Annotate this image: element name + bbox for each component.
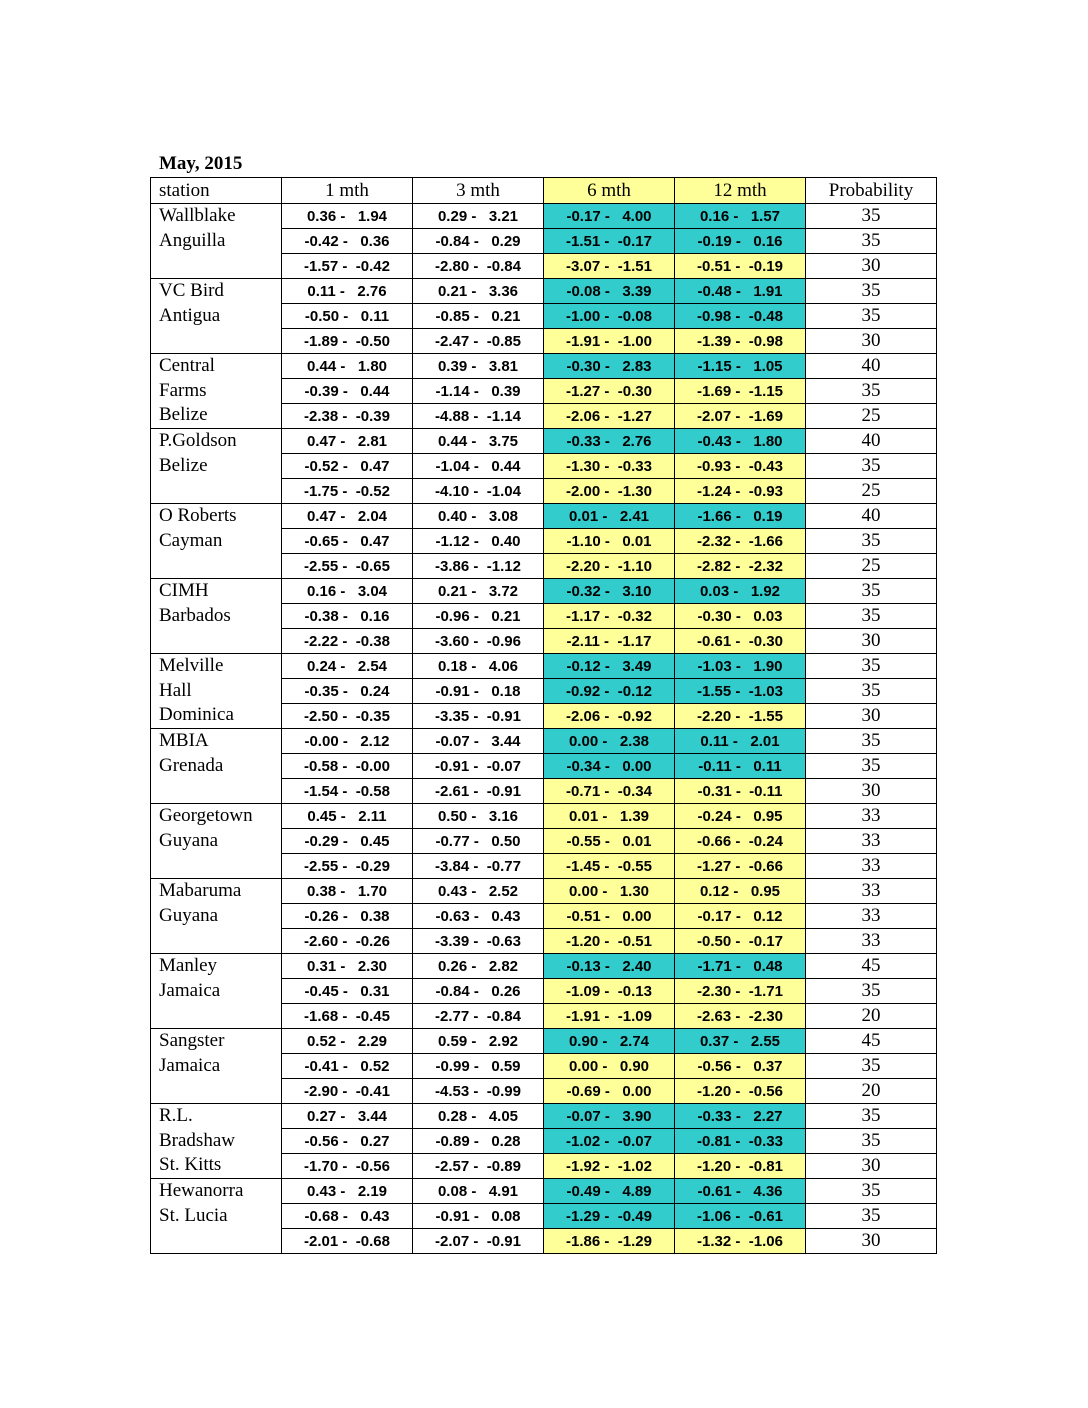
station-name-line: Sangster (159, 1030, 225, 1051)
range-12-month-cell: 0.11 - 2.01 (675, 729, 806, 754)
range-1-month-cell: -0.58 - -0.00 (282, 754, 413, 779)
station-name-line: Grenada (159, 754, 224, 776)
range-6-month-cell: -0.33 - 2.76 (544, 429, 675, 454)
range-6-month-cell: 0.01 - 2.41 (544, 504, 675, 529)
range-6-month-cell: -0.69 - 0.00 (544, 1079, 675, 1104)
range-6-month-cell: -1.20 - -0.51 (544, 929, 675, 954)
range-3-month-cell: -1.14 - 0.39 (413, 379, 544, 404)
range-12-month-cell: -0.61 - 4.36 (675, 1179, 806, 1204)
range-1-month-cell: -0.56 - 0.27 (282, 1129, 413, 1154)
station-name-line: Mabaruma (159, 880, 242, 901)
range-3-month-cell: -2.80 - -0.84 (413, 254, 544, 279)
range-1-month-cell: -1.68 - -0.45 (282, 1004, 413, 1029)
station-name-cell (151, 579, 282, 654)
probability-cell: 35 (806, 579, 937, 604)
station-name-line: Cayman (159, 529, 223, 551)
range-6-month-cell: -1.91 - -1.09 (544, 1004, 675, 1029)
range-3-month-cell: 0.18 - 4.06 (413, 654, 544, 679)
range-6-month-cell: -1.91 - -1.00 (544, 329, 675, 354)
range-3-month-cell: -0.84 - 0.26 (413, 979, 544, 1004)
range-1-month-cell: -2.55 - -0.65 (282, 554, 413, 579)
station-name-line: MBIA (159, 730, 209, 751)
range-3-month-cell: -0.89 - 0.28 (413, 1129, 544, 1154)
range-3-month-cell: -4.53 - -0.99 (413, 1079, 544, 1104)
range-3-month-cell: -0.63 - 0.43 (413, 904, 544, 929)
table-row (151, 504, 937, 529)
table-row (151, 354, 937, 379)
range-3-month-cell: -3.84 - -0.77 (413, 854, 544, 879)
station-name-cell (151, 879, 282, 954)
range-6-month-cell: -1.51 - -0.17 (544, 229, 675, 254)
range-6-month-cell: -0.32 - 3.10 (544, 579, 675, 604)
header-station: station (151, 178, 282, 204)
probability-cell: 33 (806, 904, 937, 929)
range-1-month-cell: -0.39 - 0.44 (282, 379, 413, 404)
document-title: May, 2015 (159, 153, 243, 174)
station-name-line: Guyana (159, 829, 219, 851)
probability-cell: 33 (806, 829, 937, 854)
range-6-month-cell: 0.00 - 2.38 (544, 729, 675, 754)
range-12-month-cell: -1.55 - -1.03 (675, 679, 806, 704)
range-1-month-cell: 0.16 - 3.04 (282, 579, 413, 604)
range-1-month-cell: -2.22 - -0.38 (282, 629, 413, 654)
probability-cell: 40 (806, 504, 937, 529)
range-3-month-cell: -0.77 - 0.50 (413, 829, 544, 854)
station-name-line: Guyana (159, 904, 219, 926)
range-12-month-cell: -0.61 - -0.30 (675, 629, 806, 654)
range-6-month-cell: 0.00 - 0.90 (544, 1054, 675, 1079)
range-12-month-cell: -1.27 - -0.66 (675, 854, 806, 879)
probability-cell: 30 (806, 329, 937, 354)
range-6-month-cell: -0.49 - 4.89 (544, 1179, 675, 1204)
range-3-month-cell: 0.43 - 2.52 (413, 879, 544, 904)
header-row (151, 178, 937, 204)
range-3-month-cell: -4.88 - -1.14 (413, 404, 544, 429)
range-6-month-cell: -0.55 - 0.01 (544, 829, 675, 854)
table-row (151, 654, 937, 679)
range-3-month-cell: -0.07 - 3.44 (413, 729, 544, 754)
probability-cell: 35 (806, 604, 937, 629)
probability-cell: 30 (806, 629, 937, 654)
range-3-month-cell: -3.60 - -0.96 (413, 629, 544, 654)
range-1-month-cell: -2.90 - -0.41 (282, 1079, 413, 1104)
range-12-month-cell: -0.33 - 2.27 (675, 1104, 806, 1129)
range-12-month-cell: -1.15 - 1.05 (675, 354, 806, 379)
station-name-line: P.Goldson (159, 430, 237, 451)
probability-cell: 35 (806, 1179, 937, 1204)
range-12-month-cell: -0.48 - 1.91 (675, 279, 806, 304)
range-1-month-cell: -0.42 - 0.36 (282, 229, 413, 254)
range-1-month-cell: 0.24 - 2.54 (282, 654, 413, 679)
range-1-month-cell: -1.89 - -0.50 (282, 329, 413, 354)
range-1-month-cell: -0.26 - 0.38 (282, 904, 413, 929)
table-row (151, 429, 937, 454)
range-12-month-cell: -1.66 - 0.19 (675, 504, 806, 529)
probability-cell: 45 (806, 1029, 937, 1054)
station-name-line: Wallblake (159, 205, 236, 226)
station-name-cell (151, 429, 282, 504)
spi-forecast-table (150, 177, 937, 1254)
range-1-month-cell: 0.44 - 1.80 (282, 354, 413, 379)
probability-cell: 33 (806, 929, 937, 954)
range-12-month-cell: -0.11 - 0.11 (675, 754, 806, 779)
range-3-month-cell: -4.10 - -1.04 (413, 479, 544, 504)
range-6-month-cell: -0.30 - 2.83 (544, 354, 675, 379)
station-name-cell (151, 1179, 282, 1254)
range-6-month-cell: -1.17 - -0.32 (544, 604, 675, 629)
range-3-month-cell: 0.21 - 3.72 (413, 579, 544, 604)
range-3-month-cell: -0.84 - 0.29 (413, 229, 544, 254)
range-1-month-cell: 0.11 - 2.76 (282, 279, 413, 304)
range-12-month-cell: -2.32 - -1.66 (675, 529, 806, 554)
range-1-month-cell: 0.47 - 2.81 (282, 429, 413, 454)
station-name-cell (151, 729, 282, 804)
range-12-month-cell: -0.50 - -0.17 (675, 929, 806, 954)
probability-cell: 35 (806, 654, 937, 679)
range-12-month-cell: -0.19 - 0.16 (675, 229, 806, 254)
range-12-month-cell: -1.20 - -0.81 (675, 1154, 806, 1179)
station-name-line: Farms (159, 379, 207, 401)
range-6-month-cell: -1.29 - -0.49 (544, 1204, 675, 1229)
range-12-month-cell: -0.51 - -0.19 (675, 254, 806, 279)
station-name-line: Jamaica (159, 979, 221, 1001)
table-row (151, 579, 937, 604)
station-name-line: Melville (159, 655, 224, 676)
probability-cell: 40 (806, 354, 937, 379)
range-12-month-cell: -1.71 - 0.48 (675, 954, 806, 979)
range-1-month-cell: -1.54 - -0.58 (282, 779, 413, 804)
range-12-month-cell: -1.03 - 1.90 (675, 654, 806, 679)
range-6-month-cell: -1.45 - -0.55 (544, 854, 675, 879)
range-3-month-cell: -2.07 - -0.91 (413, 1229, 544, 1254)
range-1-month-cell: -0.35 - 0.24 (282, 679, 413, 704)
range-6-month-cell: -3.07 - -1.51 (544, 254, 675, 279)
range-6-month-cell: -2.06 - -1.27 (544, 404, 675, 429)
station-name-cell (151, 804, 282, 879)
range-12-month-cell: -1.39 - -0.98 (675, 329, 806, 354)
range-6-month-cell: -2.00 - -1.30 (544, 479, 675, 504)
range-1-month-cell: -2.01 - -0.68 (282, 1229, 413, 1254)
range-6-month-cell: -2.11 - -1.17 (544, 629, 675, 654)
range-1-month-cell: -0.29 - 0.45 (282, 829, 413, 854)
range-12-month-cell: 0.12 - 0.95 (675, 879, 806, 904)
range-3-month-cell: -2.77 - -0.84 (413, 1004, 544, 1029)
range-3-month-cell: 0.40 - 3.08 (413, 504, 544, 529)
probability-cell: 35 (806, 304, 937, 329)
range-1-month-cell: -0.50 - 0.11 (282, 304, 413, 329)
range-12-month-cell: -1.32 - -1.06 (675, 1229, 806, 1254)
table-row (151, 279, 937, 304)
probability-cell: 25 (806, 554, 937, 579)
station-name-line: Jamaica (159, 1054, 221, 1076)
probability-cell: 35 (806, 379, 937, 404)
station-name-line: O Roberts (159, 505, 237, 526)
range-1-month-cell: -0.38 - 0.16 (282, 604, 413, 629)
station-name-line: Central (159, 355, 215, 376)
range-6-month-cell: -1.00 - -0.08 (544, 304, 675, 329)
range-1-month-cell: 0.36 - 1.94 (282, 204, 413, 229)
range-6-month-cell: 0.90 - 2.74 (544, 1029, 675, 1054)
range-3-month-cell: -0.91 - 0.08 (413, 1204, 544, 1229)
range-1-month-cell: -0.52 - 0.47 (282, 454, 413, 479)
range-12-month-cell: -1.69 - -1.15 (675, 379, 806, 404)
probability-cell: 35 (806, 454, 937, 479)
station-name-cell (151, 954, 282, 1029)
range-12-month-cell: -0.66 - -0.24 (675, 829, 806, 854)
probability-cell: 40 (806, 429, 937, 454)
range-6-month-cell: -2.20 - -1.10 (544, 554, 675, 579)
station-name-line: Manley (159, 955, 218, 976)
probability-cell: 35 (806, 1129, 937, 1154)
range-6-month-cell: -0.92 - -0.12 (544, 679, 675, 704)
range-6-month-cell: 0.01 - 1.39 (544, 804, 675, 829)
station-name-line: CIMH (159, 580, 209, 601)
range-12-month-cell: -2.82 - -2.32 (675, 554, 806, 579)
range-1-month-cell: -1.75 - -0.52 (282, 479, 413, 504)
table-row (151, 729, 937, 754)
range-3-month-cell: 0.50 - 3.16 (413, 804, 544, 829)
station-name-cell (151, 1104, 282, 1179)
probability-cell: 33 (806, 804, 937, 829)
range-1-month-cell: 0.52 - 2.29 (282, 1029, 413, 1054)
table-row (151, 954, 937, 979)
range-3-month-cell: -2.47 - -0.85 (413, 329, 544, 354)
station-name-line: R.L. (159, 1105, 193, 1126)
station-name-line: Hewanorra (159, 1180, 244, 1201)
range-1-month-cell: -0.45 - 0.31 (282, 979, 413, 1004)
range-3-month-cell: -0.85 - 0.21 (413, 304, 544, 329)
range-6-month-cell: -1.27 - -0.30 (544, 379, 675, 404)
range-3-month-cell: 0.21 - 3.36 (413, 279, 544, 304)
probability-cell: 45 (806, 954, 937, 979)
station-name-cell (151, 504, 282, 579)
range-6-month-cell: -1.30 - -0.33 (544, 454, 675, 479)
range-12-month-cell: -2.30 - -1.71 (675, 979, 806, 1004)
range-12-month-cell: -1.06 - -0.61 (675, 1204, 806, 1229)
range-12-month-cell: 0.16 - 1.57 (675, 204, 806, 229)
range-1-month-cell: -2.38 - -0.39 (282, 404, 413, 429)
station-name-cell (151, 354, 282, 429)
probability-cell: 35 (806, 529, 937, 554)
range-12-month-cell: -0.17 - 0.12 (675, 904, 806, 929)
station-name-line: Hall (159, 679, 192, 701)
station-name-line: VC Bird (159, 280, 224, 301)
station-name-line: Bradshaw (159, 1129, 235, 1151)
range-12-month-cell: -0.98 - -0.48 (675, 304, 806, 329)
station-name-line: St. Kitts (159, 1154, 222, 1175)
range-6-month-cell: -1.02 - -0.07 (544, 1129, 675, 1154)
range-3-month-cell: -3.39 - -0.63 (413, 929, 544, 954)
range-6-month-cell: -0.12 - 3.49 (544, 654, 675, 679)
range-12-month-cell: -0.93 - -0.43 (675, 454, 806, 479)
range-12-month-cell: -0.43 - 1.80 (675, 429, 806, 454)
probability-cell: 30 (806, 254, 937, 279)
range-6-month-cell: -1.10 - 0.01 (544, 529, 675, 554)
range-12-month-cell: -1.24 - -0.93 (675, 479, 806, 504)
header-probability: Probability (806, 178, 937, 204)
probability-cell: 30 (806, 1229, 937, 1254)
range-12-month-cell: -0.81 - -0.33 (675, 1129, 806, 1154)
range-3-month-cell: -0.91 - -0.07 (413, 754, 544, 779)
range-3-month-cell: -1.12 - 0.40 (413, 529, 544, 554)
range-6-month-cell: -0.17 - 4.00 (544, 204, 675, 229)
range-12-month-cell: -1.20 - -0.56 (675, 1079, 806, 1104)
range-12-month-cell: 0.37 - 2.55 (675, 1029, 806, 1054)
probability-cell: 33 (806, 879, 937, 904)
range-3-month-cell: -1.04 - 0.44 (413, 454, 544, 479)
range-3-month-cell: 0.08 - 4.91 (413, 1179, 544, 1204)
probability-cell: 35 (806, 1054, 937, 1079)
range-1-month-cell: -0.68 - 0.43 (282, 1204, 413, 1229)
station-name-line: Barbados (159, 604, 231, 626)
range-1-month-cell: 0.27 - 3.44 (282, 1104, 413, 1129)
station-name-line: Belize (159, 454, 208, 476)
header-12-month: 12 mth (675, 178, 806, 204)
station-name-cell (151, 279, 282, 354)
range-3-month-cell: -3.35 - -0.91 (413, 704, 544, 729)
table-body (151, 204, 937, 1254)
range-12-month-cell: -2.63 - -2.30 (675, 1004, 806, 1029)
range-1-month-cell: -0.41 - 0.52 (282, 1054, 413, 1079)
station-name-cell (151, 1029, 282, 1104)
station-name-line: Anguilla (159, 229, 226, 251)
range-12-month-cell: -2.07 - -1.69 (675, 404, 806, 429)
range-1-month-cell: 0.31 - 2.30 (282, 954, 413, 979)
probability-cell: 30 (806, 704, 937, 729)
range-6-month-cell: -0.34 - 0.00 (544, 754, 675, 779)
probability-cell: 30 (806, 1154, 937, 1179)
range-12-month-cell: 0.03 - 1.92 (675, 579, 806, 604)
range-12-month-cell: -0.30 - 0.03 (675, 604, 806, 629)
range-12-month-cell: -0.56 - 0.37 (675, 1054, 806, 1079)
range-3-month-cell: -0.99 - 0.59 (413, 1054, 544, 1079)
range-1-month-cell: -1.57 - -0.42 (282, 254, 413, 279)
probability-cell: 25 (806, 404, 937, 429)
probability-cell: 25 (806, 479, 937, 504)
probability-cell: 35 (806, 729, 937, 754)
probability-cell: 35 (806, 204, 937, 229)
probability-cell: 35 (806, 754, 937, 779)
range-3-month-cell: -2.57 - -0.89 (413, 1154, 544, 1179)
range-1-month-cell: 0.38 - 1.70 (282, 879, 413, 904)
range-3-month-cell: 0.59 - 2.92 (413, 1029, 544, 1054)
table-row (151, 804, 937, 829)
range-1-month-cell: -1.70 - -0.56 (282, 1154, 413, 1179)
header-1-month: 1 mth (282, 178, 413, 204)
range-6-month-cell: 0.00 - 1.30 (544, 879, 675, 904)
probability-cell: 35 (806, 279, 937, 304)
table-row (151, 204, 937, 229)
range-6-month-cell: -0.07 - 3.90 (544, 1104, 675, 1129)
range-6-month-cell: -0.51 - 0.00 (544, 904, 675, 929)
range-1-month-cell: 0.43 - 2.19 (282, 1179, 413, 1204)
station-name-line: Georgetown (159, 805, 253, 826)
probability-cell: 35 (806, 679, 937, 704)
range-3-month-cell: -3.86 - -1.12 (413, 554, 544, 579)
range-6-month-cell: -0.13 - 2.40 (544, 954, 675, 979)
range-6-month-cell: -0.71 - -0.34 (544, 779, 675, 804)
range-12-month-cell: -0.31 - -0.11 (675, 779, 806, 804)
range-1-month-cell: -2.55 - -0.29 (282, 854, 413, 879)
range-3-month-cell: 0.26 - 2.82 (413, 954, 544, 979)
probability-cell: 30 (806, 779, 937, 804)
station-name-line: Antigua (159, 304, 221, 326)
range-1-month-cell: 0.45 - 2.11 (282, 804, 413, 829)
range-1-month-cell: -0.65 - 0.47 (282, 529, 413, 554)
header-6-month: 6 mth (544, 178, 675, 204)
probability-cell: 35 (806, 1104, 937, 1129)
station-name-line: St. Lucia (159, 1204, 228, 1226)
probability-cell: 35 (806, 1204, 937, 1229)
range-3-month-cell: 0.29 - 3.21 (413, 204, 544, 229)
station-name-cell (151, 654, 282, 729)
range-3-month-cell: -0.96 - 0.21 (413, 604, 544, 629)
range-12-month-cell: -0.24 - 0.95 (675, 804, 806, 829)
header-3-month: 3 mth (413, 178, 544, 204)
range-6-month-cell: -1.86 - -1.29 (544, 1229, 675, 1254)
range-3-month-cell: -2.61 - -0.91 (413, 779, 544, 804)
probability-cell: 33 (806, 854, 937, 879)
range-3-month-cell: -0.91 - 0.18 (413, 679, 544, 704)
range-1-month-cell: -2.50 - -0.35 (282, 704, 413, 729)
station-name-line: Dominica (159, 704, 234, 725)
range-1-month-cell: 0.47 - 2.04 (282, 504, 413, 529)
range-1-month-cell: -2.60 - -0.26 (282, 929, 413, 954)
range-3-month-cell: 0.44 - 3.75 (413, 429, 544, 454)
probability-cell: 35 (806, 229, 937, 254)
range-6-month-cell: -1.09 - -0.13 (544, 979, 675, 1004)
station-name-cell (151, 204, 282, 279)
probability-cell: 20 (806, 1079, 937, 1104)
table-row (151, 1179, 937, 1204)
range-6-month-cell: -0.08 - 3.39 (544, 279, 675, 304)
table-row (151, 1104, 937, 1129)
table-row (151, 879, 937, 904)
probability-cell: 20 (806, 1004, 937, 1029)
range-1-month-cell: -0.00 - 2.12 (282, 729, 413, 754)
range-6-month-cell: -2.06 - -0.92 (544, 704, 675, 729)
table-row (151, 1029, 937, 1054)
range-12-month-cell: -2.20 - -1.55 (675, 704, 806, 729)
station-name-line: Belize (159, 404, 208, 425)
probability-cell: 35 (806, 979, 937, 1004)
range-3-month-cell: 0.28 - 4.05 (413, 1104, 544, 1129)
range-6-month-cell: -1.92 - -1.02 (544, 1154, 675, 1179)
range-3-month-cell: 0.39 - 3.81 (413, 354, 544, 379)
